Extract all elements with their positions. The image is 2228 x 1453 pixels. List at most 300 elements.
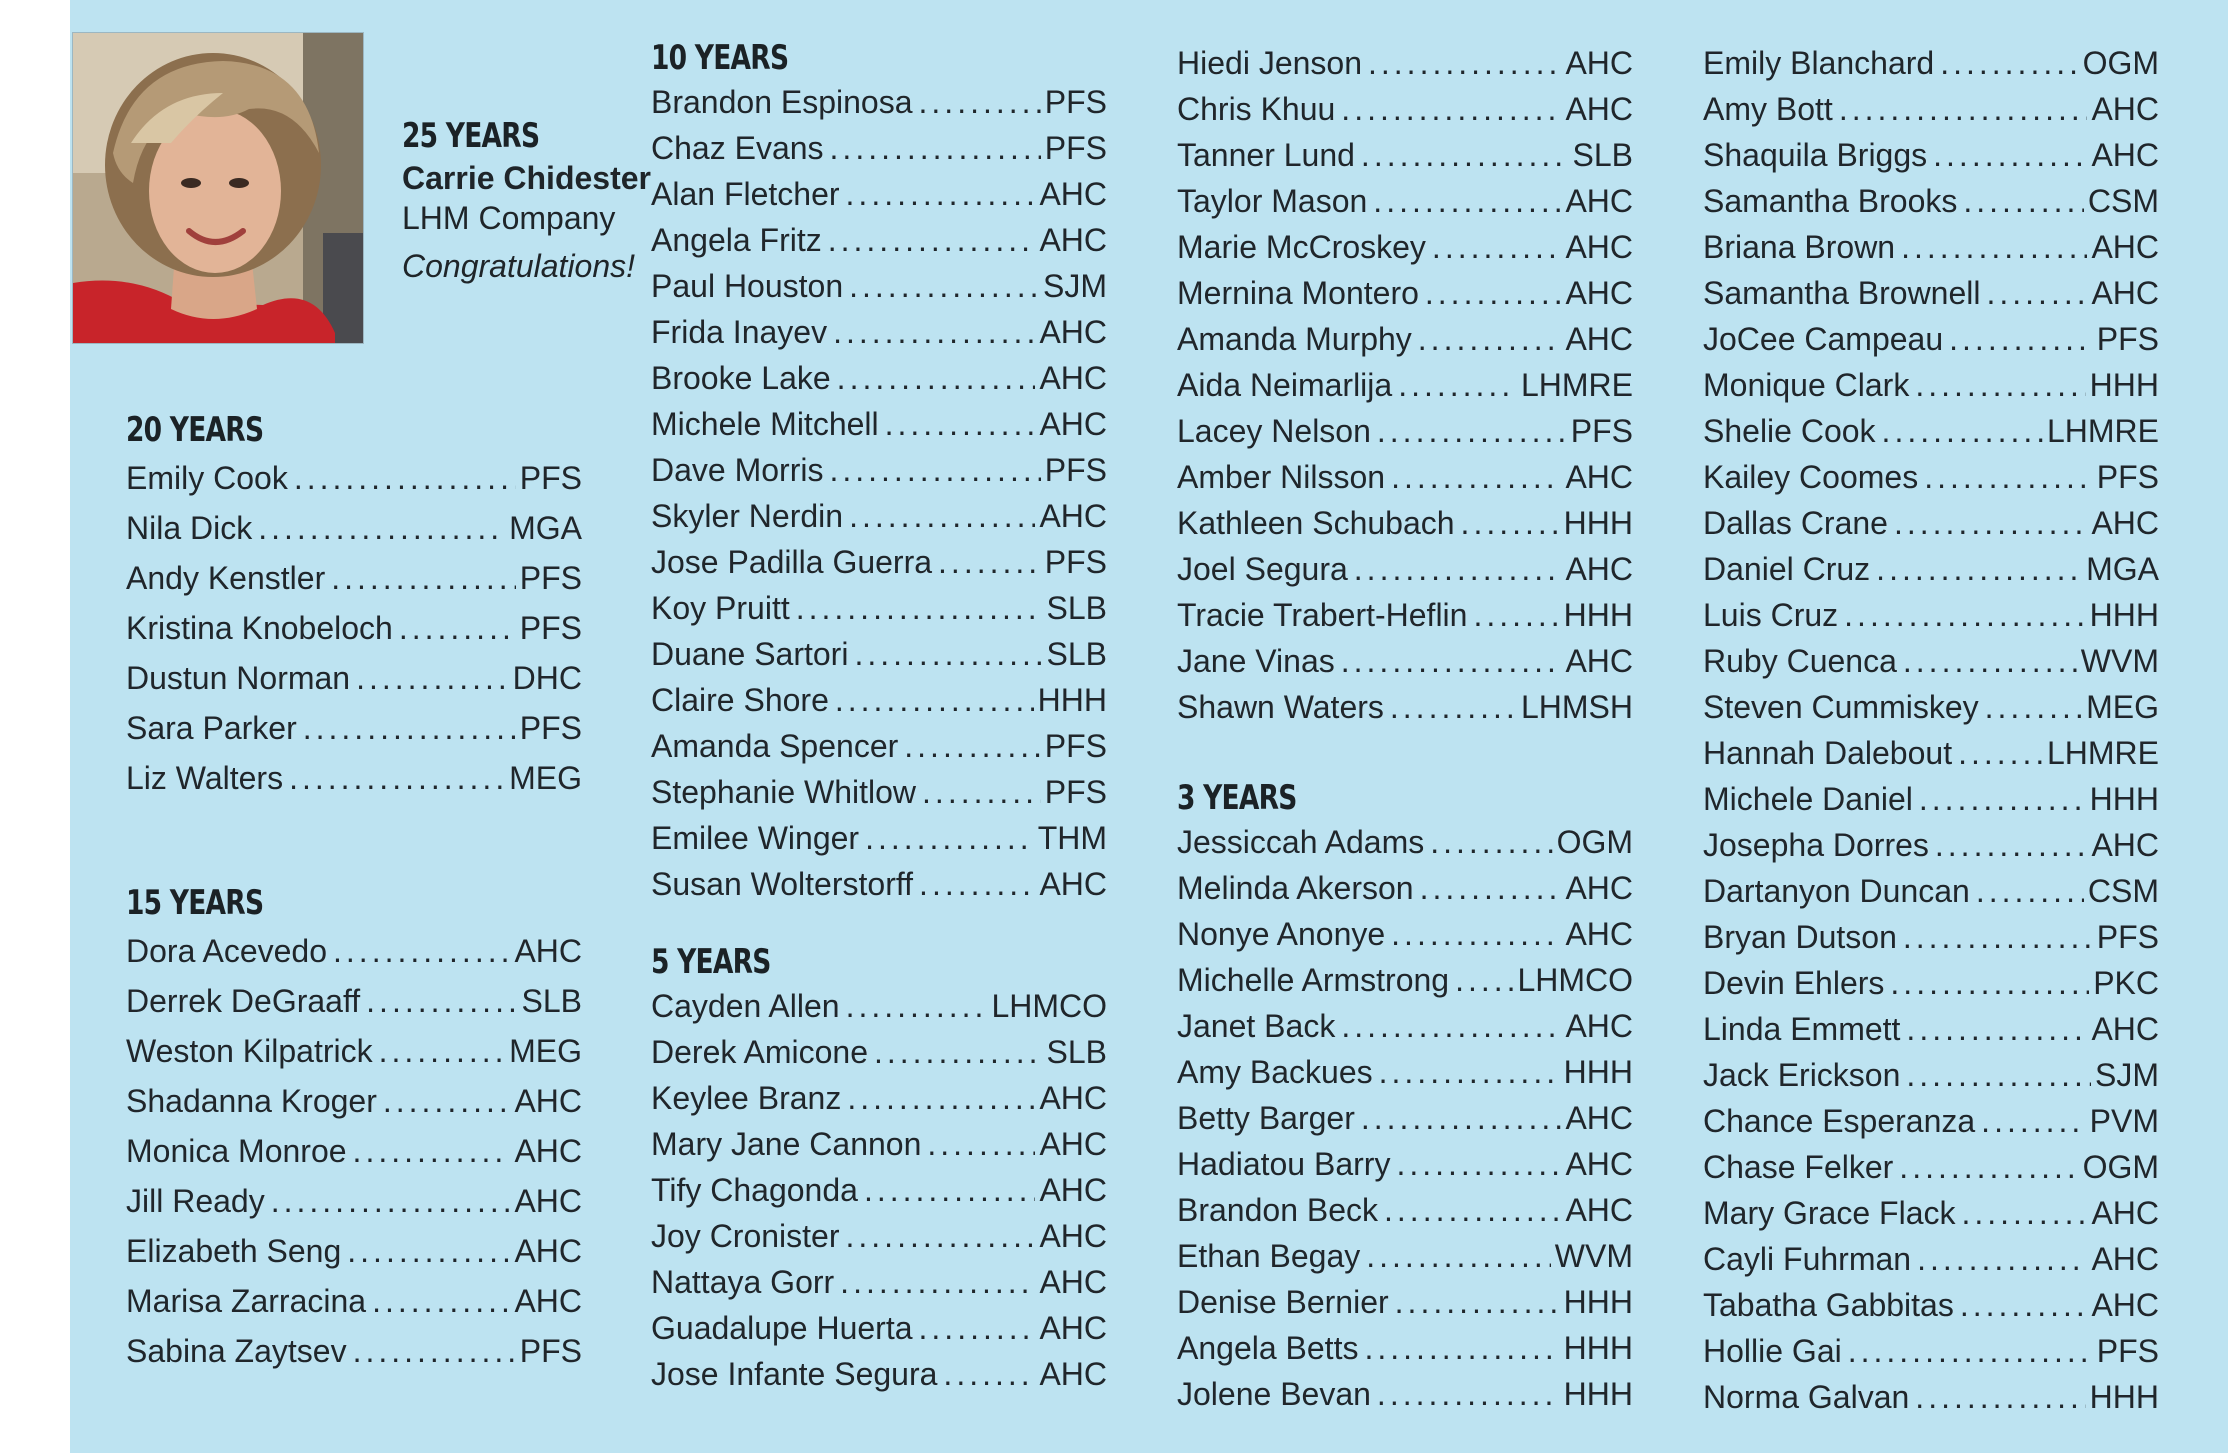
employee-name: Alan Fletcher <box>651 176 840 212</box>
dot-leader <box>1985 687 2082 727</box>
list-item <box>126 708 582 758</box>
list-item <box>1703 135 2159 181</box>
dot-leader <box>919 82 1041 122</box>
employee-name: Nonye Anonye <box>1177 916 1386 952</box>
list-item <box>1703 1101 2159 1147</box>
dot-leader <box>353 1131 511 1171</box>
company-code: THM <box>1037 820 1107 856</box>
dot-leader <box>1903 641 2077 681</box>
employee-name: Jack Erickson <box>1703 1057 1901 1093</box>
company-code: AHC <box>1039 498 1107 534</box>
company-code: PVM <box>2089 1103 2159 1139</box>
heading-20-years: 20 YEARS <box>126 410 264 450</box>
list-item <box>1703 687 2159 733</box>
list-item <box>1177 595 1633 641</box>
company-code: LHMSH <box>1520 689 1633 725</box>
company-code: AHC <box>1565 1146 1633 1182</box>
employee-name: Michele Daniel <box>1703 781 1913 817</box>
company-code: AHC <box>514 1133 582 1169</box>
company-code: OGM <box>2082 1149 2159 1185</box>
company-code: AHC <box>514 1283 582 1319</box>
dot-leader <box>1906 1055 2091 1095</box>
list-item <box>1703 779 2159 825</box>
list-item <box>651 496 1107 542</box>
featured-25-years <box>402 116 651 288</box>
dot-leader <box>1396 1144 1561 1184</box>
list-item <box>1703 641 2159 687</box>
list-item <box>1703 1285 2159 1331</box>
list-item <box>126 558 582 608</box>
employee-name: Brooke Lake <box>651 360 831 396</box>
employee-name: Nila Dick <box>126 510 253 546</box>
dot-leader <box>1377 1374 1560 1414</box>
heading-3-years: 3 YEARS <box>1177 778 1297 818</box>
company-code: AHC <box>514 1233 582 1269</box>
company-code: LHMCO <box>991 988 1107 1024</box>
dot-leader <box>828 220 1036 260</box>
company-code: HHH <box>2089 367 2159 403</box>
list-item <box>1177 549 1633 595</box>
list-20-years <box>126 458 582 808</box>
company-code: AHC <box>1039 1080 1107 1116</box>
company-code: AHC <box>2091 505 2159 541</box>
dot-leader <box>835 680 1034 720</box>
dot-leader <box>1890 963 2089 1003</box>
employee-name: Koy Pruitt <box>651 590 790 626</box>
list-item <box>1703 871 2159 917</box>
dot-leader <box>864 1170 1036 1210</box>
employee-name: Hadiatou Barry <box>1177 1146 1391 1182</box>
dot-leader <box>854 634 1042 674</box>
employee-name: Amy Bott <box>1703 91 1833 127</box>
company-code: HHH <box>1563 505 1633 541</box>
company-code: AHC <box>1565 183 1633 219</box>
dot-leader <box>1418 319 1562 359</box>
company-code: HHH <box>1563 597 1633 633</box>
dot-leader <box>919 1308 1036 1348</box>
dot-leader <box>1940 43 2078 83</box>
company-code: DHC <box>512 660 582 696</box>
dot-leader <box>1963 181 2084 221</box>
company-code: SLB <box>521 983 582 1019</box>
employee-name: Claire Shore <box>651 682 829 718</box>
list-item <box>651 1354 1107 1400</box>
dot-leader <box>294 458 516 498</box>
list-item <box>1703 43 2159 89</box>
company-code: WVM <box>2080 643 2159 679</box>
list-item <box>1177 1236 1633 1282</box>
dot-leader <box>356 658 509 698</box>
dot-leader <box>1933 135 2087 175</box>
employee-name: Skyler Nerdin <box>651 498 844 534</box>
company-code: PFS <box>2096 459 2159 495</box>
company-code: CSM <box>2087 183 2159 219</box>
dot-leader <box>379 1031 506 1071</box>
company-code: HHH <box>2089 597 2159 633</box>
list-item <box>1177 227 1633 273</box>
section-15-years <box>126 883 582 1381</box>
company-code: HHH <box>1037 682 1107 718</box>
employee-name: Tify Chagonda <box>651 1172 858 1208</box>
list-item <box>1703 1147 2159 1193</box>
company-code: PFS <box>519 560 582 596</box>
list-item <box>651 542 1107 588</box>
dot-leader <box>1919 779 2086 819</box>
list-item <box>1703 917 2159 963</box>
list-item <box>1703 89 2159 135</box>
company-code: PFS <box>519 1333 582 1369</box>
employee-name: Cayden Allen <box>651 988 840 1024</box>
employee-name: Josepha Dorres <box>1703 827 1929 863</box>
employee-name: Sabina Zaytsev <box>126 1333 347 1369</box>
dot-leader <box>372 1281 510 1321</box>
list-item <box>1177 1374 1633 1420</box>
company-code: AHC <box>1039 1310 1107 1346</box>
list-item <box>1177 1190 1633 1236</box>
company-code: HHH <box>1563 1330 1633 1366</box>
dot-leader <box>830 128 1041 168</box>
company-code: AHC <box>1565 916 1633 952</box>
dot-leader <box>1432 227 1562 267</box>
dot-leader <box>1906 1009 2087 1049</box>
employee-name: Betty Barger <box>1177 1100 1355 1136</box>
dot-leader <box>1924 457 2093 497</box>
list-item <box>1177 868 1633 914</box>
employee-name: Samantha Brooks <box>1703 183 1958 219</box>
list-item <box>1177 43 1633 89</box>
employee-name: Michelle Armstrong <box>1177 962 1450 998</box>
company-code: PFS <box>519 610 582 646</box>
employee-name: Chaz Evans <box>651 130 824 166</box>
employee-name: Daniel Cruz <box>1703 551 1871 587</box>
section-10-years <box>651 38 1107 910</box>
employee-name: Steven Cummiskey <box>1703 689 1979 725</box>
list-item <box>651 864 1107 910</box>
dot-leader <box>938 542 1041 582</box>
company-code: LHMRE <box>2046 413 2159 449</box>
dot-leader <box>399 608 516 648</box>
list-item <box>651 1032 1107 1078</box>
company-code: AHC <box>1039 866 1107 902</box>
employee-name: Kristina Knobeloch <box>126 610 393 646</box>
company-code: SLB <box>1046 590 1107 626</box>
company-code: SJM <box>2095 1057 2159 1093</box>
dot-leader <box>289 758 505 798</box>
employee-name: Shawn Waters <box>1177 689 1384 725</box>
dot-leader <box>1981 1101 2085 1141</box>
employee-name: Susan Wolterstorff <box>651 866 914 902</box>
employee-name: Jill Ready <box>126 1183 265 1219</box>
list-item <box>1703 411 2159 457</box>
company-code: PFS <box>1044 728 1107 764</box>
employee-name: Samantha Brownell <box>1703 275 1981 311</box>
list-item <box>1177 503 1633 549</box>
dot-leader <box>1391 914 1561 954</box>
company-code: OGM <box>1556 824 1633 860</box>
dot-leader <box>1373 181 1561 221</box>
employee-name: Derrek DeGraaff <box>126 983 361 1019</box>
company-code: AHC <box>1565 229 1633 265</box>
company-code: AHC <box>1039 406 1107 442</box>
employee-name: Weston Kilpatrick <box>126 1033 373 1069</box>
list-item <box>651 772 1107 818</box>
heading-15-years: 15 YEARS <box>126 883 264 923</box>
dot-leader <box>1425 273 1562 313</box>
employee-name: Jane Vinas <box>1177 643 1335 679</box>
dot-leader <box>1976 871 2084 911</box>
list-item <box>126 931 582 981</box>
list-item <box>126 1081 582 1131</box>
dot-leader <box>1368 43 1561 83</box>
company-code: AHC <box>2091 137 2159 173</box>
company-code: PFS <box>2096 321 2159 357</box>
dot-leader <box>846 986 988 1026</box>
company-code: AHC <box>1565 643 1633 679</box>
company-code: PFS <box>1044 774 1107 810</box>
dot-leader <box>1949 319 2093 359</box>
company-code: PFS <box>1044 544 1107 580</box>
employee-name: Dustun Norman <box>126 660 351 696</box>
company-code: HHH <box>1563 1284 1633 1320</box>
employee-name: Dartanyon Duncan <box>1703 873 1970 909</box>
list-5-years-continued <box>1177 43 1633 733</box>
list-item <box>1177 319 1633 365</box>
dot-leader <box>1354 549 1562 589</box>
dot-leader <box>1473 595 1559 635</box>
list-item <box>1703 1193 2159 1239</box>
dot-leader <box>271 1181 511 1221</box>
company-code: AHC <box>1039 176 1107 212</box>
employee-name: Jessiccah Adams <box>1177 824 1425 860</box>
list-item <box>1703 1377 2159 1423</box>
employee-name: Bryan Dutson <box>1703 919 1897 955</box>
company-code: PFS <box>2096 1333 2159 1369</box>
employee-name: Nattaya Gorr <box>651 1264 835 1300</box>
employee-name: Jolene Bevan <box>1177 1376 1371 1412</box>
list-item <box>126 1131 582 1181</box>
employee-name: Norma Galvan <box>1703 1379 1910 1415</box>
company-code: LHMRE <box>1520 367 1633 403</box>
list-item <box>651 986 1107 1032</box>
employee-name: Chance Esperanza <box>1703 1103 1976 1139</box>
company-code: MEG <box>509 1033 582 1069</box>
company-code: AHC <box>2091 91 2159 127</box>
list-item <box>1177 1006 1633 1052</box>
employee-name: Angela Fritz <box>651 222 822 258</box>
dot-leader <box>1961 1193 2087 1233</box>
dot-leader <box>1391 457 1561 497</box>
heading-10-years: 10 YEARS <box>651 38 789 78</box>
employee-name: Monica Monroe <box>126 1133 347 1169</box>
employee-name: Marisa Zarracina <box>126 1283 367 1319</box>
employee-name: Dallas Crane <box>1703 505 1888 541</box>
company-code: AHC <box>1039 360 1107 396</box>
dot-leader <box>837 358 1036 398</box>
list-item <box>1703 1055 2159 1101</box>
list-item <box>1703 733 2159 779</box>
dot-leader <box>796 588 1043 628</box>
dot-leader <box>1899 1147 2078 1187</box>
list-item <box>1177 1098 1633 1144</box>
dot-leader <box>1935 825 2088 865</box>
dot-leader <box>1395 1282 1560 1322</box>
list-item <box>1177 365 1633 411</box>
company-code: PFS <box>2096 919 2159 955</box>
list-item <box>126 1281 582 1331</box>
section-5-years <box>651 942 1107 1400</box>
company-code: MEG <box>2086 689 2159 725</box>
featured-employee-photo <box>72 32 364 344</box>
employee-name: Amanda Spencer <box>651 728 899 764</box>
employee-name: Melinda Akerson <box>1177 870 1414 906</box>
company-code: AHC <box>2091 229 2159 265</box>
employee-name: Mary Grace Flack <box>1703 1195 1956 1231</box>
list-item <box>651 404 1107 450</box>
dot-leader <box>1390 687 1517 727</box>
employee-name: Guadalupe Huerta <box>651 1310 913 1346</box>
dot-leader <box>919 864 1035 904</box>
list-item <box>1703 227 2159 273</box>
list-item <box>1177 181 1633 227</box>
list-item <box>126 508 582 558</box>
list-15-years <box>126 931 582 1381</box>
company-code: AHC <box>2091 827 2159 863</box>
dot-leader <box>347 1231 510 1271</box>
featured-company: LHM Company <box>402 200 616 236</box>
employee-name: Keylee Branz <box>651 1080 842 1116</box>
list-item <box>1177 1282 1633 1328</box>
employee-name: Emilee Winger <box>651 820 860 856</box>
company-code: MGA <box>509 510 582 546</box>
list-item <box>651 634 1107 680</box>
company-code: PKC <box>2093 965 2159 1001</box>
employee-name: Stephanie Whitlow <box>651 774 917 810</box>
company-code: AHC <box>1565 275 1633 311</box>
employee-name: Lacey Nelson <box>1177 413 1371 449</box>
list-item <box>1703 365 2159 411</box>
list-item <box>651 220 1107 266</box>
list-item <box>126 1331 582 1381</box>
employee-name: Shadanna Kroger <box>126 1083 377 1119</box>
list-item <box>651 266 1107 312</box>
dot-leader <box>1839 89 2088 129</box>
dot-leader <box>1379 1052 1560 1092</box>
company-code: AHC <box>1565 459 1633 495</box>
employee-name: Tanner Lund <box>1177 137 1355 173</box>
list-item <box>1703 825 2159 871</box>
dot-leader <box>1384 1190 1561 1230</box>
company-code: CSM <box>2087 873 2159 909</box>
company-code: AHC <box>2091 1241 2159 1277</box>
employee-name: JoCee Campeau <box>1703 321 1944 357</box>
dot-leader <box>846 1216 1036 1256</box>
dot-leader <box>1366 1236 1551 1276</box>
company-code: AHC <box>1039 1264 1107 1300</box>
featured-name: Carrie Chidester <box>402 160 651 196</box>
employee-name: Amber Nilsson <box>1177 459 1386 495</box>
employee-name: Linda Emmett <box>1703 1011 1901 1047</box>
list-item <box>651 680 1107 726</box>
dot-leader <box>1848 1331 2093 1371</box>
list-item <box>651 1262 1107 1308</box>
list-item <box>1177 822 1633 868</box>
company-code: PFS <box>1044 130 1107 166</box>
company-code: AHC <box>1565 1100 1633 1136</box>
list-item <box>126 658 582 708</box>
dot-leader <box>258 508 505 548</box>
employee-name: Joel Segura <box>1177 551 1348 587</box>
company-code: AHC <box>1565 1192 1633 1228</box>
company-code: MEG <box>509 760 582 796</box>
company-code: LHMCO <box>1517 962 1633 998</box>
dot-leader <box>1341 1006 1561 1046</box>
company-code: AHC <box>1565 1008 1633 1044</box>
dot-leader <box>1361 1098 1562 1138</box>
employee-name: Shaquila Briggs <box>1703 137 1928 173</box>
company-code: AHC <box>1039 314 1107 350</box>
list-item <box>651 1170 1107 1216</box>
section-3-years <box>1177 778 1633 1420</box>
company-code: AHC <box>2091 1195 2159 1231</box>
anniversary-panel <box>70 0 2228 1453</box>
dot-leader <box>849 496 1035 536</box>
section-20-years <box>126 410 582 808</box>
company-code: AHC <box>2091 275 2159 311</box>
dot-leader <box>849 266 1039 306</box>
company-code: AHC <box>514 933 582 969</box>
company-code: AHC <box>1039 222 1107 258</box>
list-item <box>651 450 1107 496</box>
dot-leader <box>1915 365 2085 405</box>
list-item <box>1177 687 1633 733</box>
company-code: AHC <box>1039 1126 1107 1162</box>
employee-name: Shelie Cook <box>1703 413 1876 449</box>
list-10-years <box>651 82 1107 910</box>
dot-leader <box>927 1124 1035 1164</box>
employee-name: Michele Mitchell <box>651 406 879 442</box>
company-code: HHH <box>2089 1379 2159 1415</box>
dot-leader <box>303 708 516 748</box>
employee-name: Taylor Mason <box>1177 183 1368 219</box>
list-item <box>1177 273 1633 319</box>
company-code: HHH <box>1563 1376 1633 1412</box>
company-code: SLB <box>1046 1034 1107 1070</box>
dot-leader <box>1960 1285 2088 1325</box>
list-item <box>1177 914 1633 960</box>
list-item <box>126 458 582 508</box>
employee-name: Hiedi Jenson <box>1177 45 1362 81</box>
dot-leader <box>353 1331 516 1371</box>
list-3-years-continued <box>1703 43 2159 1423</box>
employee-name: Ruby Cuenca <box>1703 643 1897 679</box>
company-code: HHH <box>1563 1054 1633 1090</box>
list-item <box>1703 457 2159 503</box>
dot-leader <box>885 404 1036 444</box>
employee-name: Chris Khuu <box>1177 91 1336 127</box>
list-item <box>651 174 1107 220</box>
dot-leader <box>904 726 1041 766</box>
company-code: SLB <box>1572 137 1633 173</box>
list-item <box>1703 595 2159 641</box>
dot-leader <box>1917 1239 2087 1279</box>
employee-name: Brandon Espinosa <box>651 84 913 120</box>
list-item <box>651 82 1107 128</box>
employee-name: Kailey Coomes <box>1703 459 1919 495</box>
list-item <box>1703 1331 2159 1377</box>
dot-leader <box>1377 411 1567 451</box>
employee-name: Amy Backues <box>1177 1054 1373 1090</box>
employee-name: Devin Ehlers <box>1703 965 1885 1001</box>
